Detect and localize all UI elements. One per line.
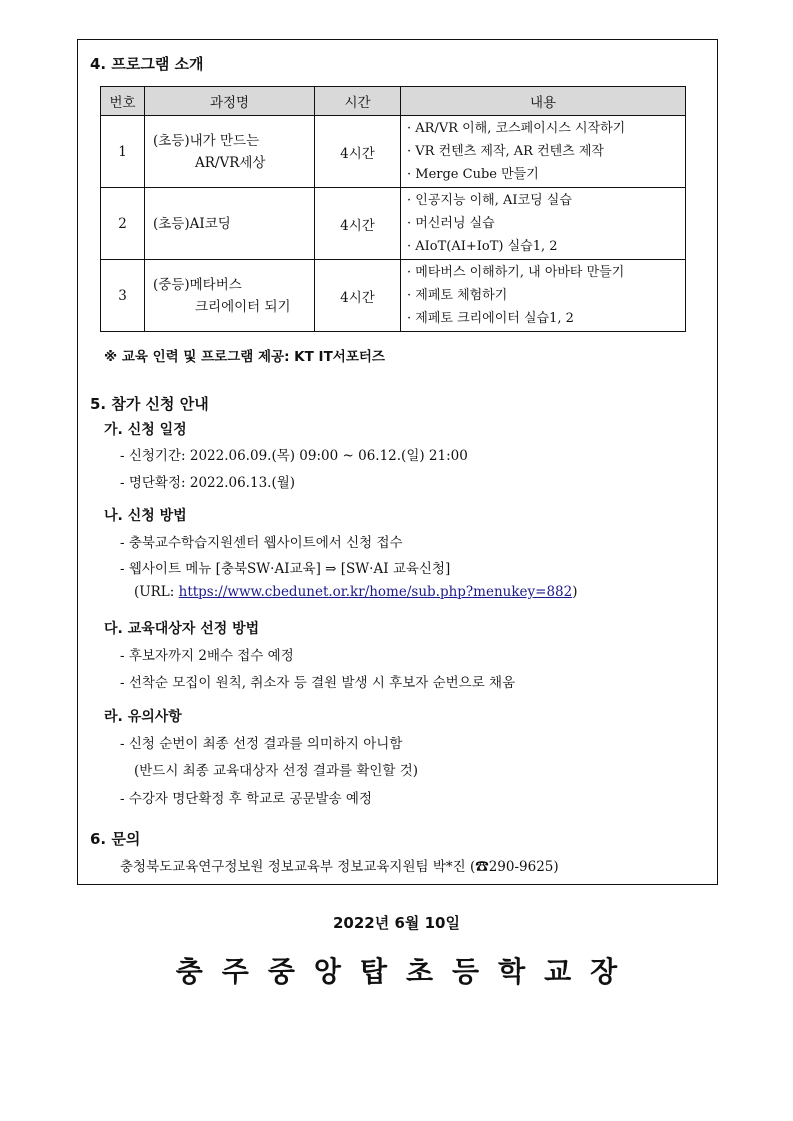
row-course bbox=[145, 260, 315, 332]
header-course: 과정명 bbox=[145, 87, 315, 116]
table-row bbox=[101, 116, 686, 188]
header-time: 시간 bbox=[315, 87, 401, 116]
selection-heading: 다. 교육대상자 선정 방법 bbox=[104, 621, 260, 637]
contact-info: 충청북도교육연구정보원 정보교육부 정보교육지원팀 박*진 (☎290-9625) bbox=[120, 859, 559, 875]
course-line-1: (중등)메타버스 bbox=[153, 276, 242, 293]
url-suffix: ) bbox=[572, 584, 578, 600]
table-row bbox=[101, 188, 686, 260]
table-header-row bbox=[101, 87, 686, 116]
table-row bbox=[101, 260, 686, 332]
content-item: · VR 컨텐츠 제작, AR 컨텐츠 제작 bbox=[407, 144, 604, 159]
content-item: · AR/VR 이해, 코스페이시스 시작하기 bbox=[407, 121, 626, 136]
row-content bbox=[401, 188, 686, 260]
application-url-link[interactable]: https://www.cbedunet.or.kr/home/sub.php?menukey=882 bbox=[178, 584, 573, 600]
row-number: 3 bbox=[101, 260, 145, 332]
url-prefix: (URL: bbox=[134, 584, 179, 600]
section-6-title: 6. 문의 bbox=[90, 830, 141, 848]
notice-line-2: (반드시 최종 교육대상자 선정 결과를 확인할 것) bbox=[134, 763, 419, 779]
selection-line-2: - 선착순 모집이 원칙, 취소자 등 결원 발생 시 후보자 순번으로 채움 bbox=[120, 675, 516, 691]
row-course bbox=[145, 116, 315, 188]
notice-line-3: - 수강자 명단확정 후 학교로 공문발송 예정 bbox=[120, 791, 373, 807]
course-line-2: AR/VR세상 bbox=[195, 154, 266, 171]
schedule-heading: 가. 신청 일정 bbox=[104, 422, 187, 438]
method-line-1: - 충북교수학습지원센터 웹사이트에서 신청 접수 bbox=[120, 535, 403, 551]
method-line-2: - 웹사이트 메뉴 [충북SW·AI교육] ⇒ [SW·AI 교육신청] bbox=[120, 561, 451, 577]
row-time: 4시간 bbox=[315, 116, 401, 188]
schedule-confirm: - 명단확정: 2022.06.13.(월) bbox=[120, 475, 296, 491]
row-number: 2 bbox=[101, 188, 145, 260]
header-number: 번호 bbox=[101, 87, 145, 116]
principal-signature: 충주중앙탑초등학교장 bbox=[175, 955, 637, 988]
notice-line-1: - 신청 순번이 최종 선정 결과를 의미하지 아니함 bbox=[120, 736, 403, 752]
content-item: · 제페토 크리에이터 실습1, 2 bbox=[407, 311, 574, 326]
row-content bbox=[401, 116, 686, 188]
notice-heading: 라. 유의사항 bbox=[104, 709, 182, 725]
schedule-period: - 신청기간: 2022.06.09.(목) 09:00 ~ 06.12.(일) 21:00 bbox=[120, 448, 468, 464]
content-item: · AIoT(AI+IoT) 실습1, 2 bbox=[407, 239, 558, 254]
course-line-1: (초등)내가 만드는 bbox=[153, 132, 260, 149]
content-item: · 제페토 체험하기 bbox=[407, 288, 508, 303]
section-5-title: 5. 참가 신청 안내 bbox=[90, 395, 209, 413]
selection-line-1: - 후보자까지 2배수 접수 예정 bbox=[120, 648, 294, 664]
method-heading: 나. 신청 방법 bbox=[104, 508, 187, 524]
document-date: 2022년 6월 10일 bbox=[333, 914, 460, 932]
row-time: 4시간 bbox=[315, 188, 401, 260]
course-line-1: (초등)AI코딩 bbox=[153, 215, 231, 232]
header-content: 내용 bbox=[401, 87, 686, 116]
content-item: · 메타버스 이해하기, 내 아바타 만들기 bbox=[407, 265, 625, 280]
program-table bbox=[100, 86, 686, 332]
content-item: · 머신러닝 실습 bbox=[407, 216, 495, 231]
row-number: 1 bbox=[101, 116, 145, 188]
row-content bbox=[401, 260, 686, 332]
section-4-title: 4. 프로그램 소개 bbox=[90, 55, 204, 73]
content-item: · 인공지능 이해, AI코딩 실습 bbox=[407, 193, 572, 208]
row-course bbox=[145, 188, 315, 260]
row-time: 4시간 bbox=[315, 260, 401, 332]
method-url-line bbox=[134, 584, 578, 600]
course-line-2: 크리에이터 되기 bbox=[195, 298, 291, 315]
program-provider-note: ※ 교육 인력 및 프로그램 제공: KT IT서포터즈 bbox=[104, 349, 385, 365]
content-item: · Merge Cube 만들기 bbox=[407, 167, 539, 182]
